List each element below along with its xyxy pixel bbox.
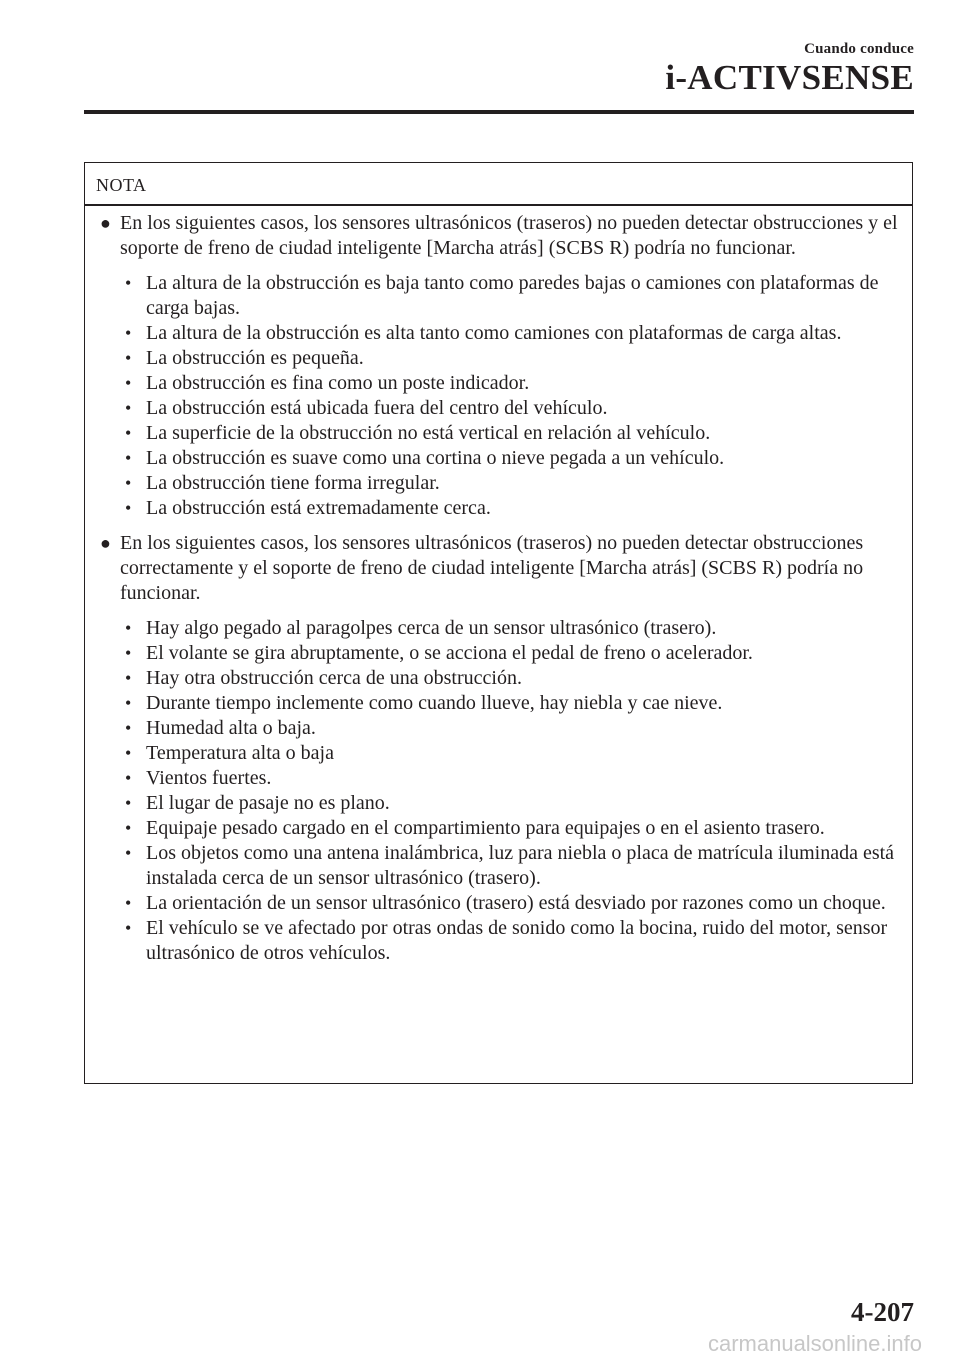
- section-header-label: Cuando conduce: [804, 41, 914, 57]
- page-title: i-ACTIVSENSE: [665, 58, 914, 97]
- list-item: [85, 841, 912, 891]
- bullet-icon: •: [125, 793, 132, 813]
- list-item: [85, 766, 912, 791]
- bullet-icon: •: [125, 643, 132, 663]
- watermark-link[interactable]: carmanualsonline.info: [707, 1331, 922, 1356]
- list-item-text: El lugar de pasaje no es plano.: [146, 792, 390, 814]
- list-item-text: La obstrucción es suave como una cortina o nieve pegada a un vehículo.: [146, 447, 725, 469]
- list-item-text: La altura de la obstrucción es alta tanto como camiones con plataformas de carga altas.: [146, 322, 842, 344]
- list-item: [85, 891, 912, 916]
- bullet-dot-icon: ●: [100, 533, 111, 553]
- list-item-text: Durante tiempo inclemente como cuando llueve, hay niebla y cae nieve.: [146, 692, 723, 714]
- bullet-icon: •: [125, 348, 132, 368]
- note-item: [85, 531, 912, 606]
- note-item-text: En los siguientes casos, los sensores ultrasónicos (traseros) no pueden detectar obstrucciones y el soporte de freno de ciudad inteligente [Marcha atrás] (SCBS R) podría no funcionar.: [120, 212, 898, 259]
- list-item: [85, 616, 912, 641]
- bullet-icon: •: [125, 818, 132, 838]
- bullet-icon: •: [125, 718, 132, 738]
- bullet-dot-icon: ●: [100, 213, 111, 233]
- bullet-icon: •: [125, 498, 132, 518]
- list-item: [85, 916, 912, 966]
- bullet-icon: •: [125, 448, 132, 468]
- list-item: [85, 666, 912, 691]
- list-item-text: Equipaje pesado cargado en el compartimiento para equipajes o en el asiento trasero.: [146, 817, 825, 839]
- list-item-text: Vientos fuertes.: [146, 767, 272, 789]
- list-item-text: La superficie de la obstrucción no está vertical en relación al vehículo.: [146, 422, 711, 444]
- bullet-icon: •: [125, 273, 132, 293]
- note-item: [85, 211, 912, 261]
- bullet-icon: •: [125, 768, 132, 788]
- sub-list: [85, 616, 912, 966]
- bullet-icon: •: [125, 373, 132, 393]
- bullet-icon: •: [125, 668, 132, 688]
- note-divider: [85, 204, 912, 206]
- list-item: [85, 471, 912, 496]
- list-item: [85, 741, 912, 766]
- list-item-text: El vehículo se ve afectado por otras ondas de sonido como la bocina, ruido del motor, sensor ultrasónico de otros vehículos.: [146, 917, 888, 964]
- list-item-text: Humedad alta o baja.: [146, 717, 316, 739]
- bullet-icon: •: [125, 618, 132, 638]
- note-title: NOTA: [96, 175, 147, 195]
- list-item-text: La altura de la obstrucción es baja tanto como paredes bajas o camiones con plataformas de carga bajas.: [146, 272, 879, 319]
- header-rule: [84, 110, 914, 114]
- list-item: [85, 321, 912, 346]
- list-item: [85, 446, 912, 471]
- list-item: [85, 271, 912, 321]
- note-box: [84, 162, 913, 1084]
- list-item-text: La obstrucción tiene forma irregular.: [146, 472, 440, 494]
- note-body: [85, 211, 912, 966]
- list-item-text: La obstrucción está extremadamente cerca.: [146, 497, 491, 519]
- list-item: [85, 816, 912, 841]
- list-item-text: Los objetos como una antena inalámbrica, luz para niebla o placa de matrícula iluminada está instalada cerca de un sensor ultrasónico (trasero).: [146, 842, 895, 889]
- list-item: [85, 691, 912, 716]
- list-item-text: La obstrucción es fina como un poste indicador.: [146, 372, 530, 394]
- list-item-text: Temperatura alta o baja: [146, 742, 334, 764]
- list-item: [85, 791, 912, 816]
- list-item-text: La obstrucción está ubicada fuera del centro del vehículo.: [146, 397, 608, 419]
- list-item-text: Hay otra obstrucción cerca de una obstrucción.: [146, 667, 522, 689]
- note-item-text: En los siguientes casos, los sensores ultrasónicos (traseros) no pueden detectar obstrucciones correctamente y el soporte de freno de ciudad inteligente [Marcha atrás] (SCBS R) podría no funcionar.: [120, 532, 864, 604]
- bullet-icon: •: [125, 398, 132, 418]
- bullet-icon: •: [125, 693, 132, 713]
- bullet-icon: •: [125, 918, 132, 938]
- bullet-icon: •: [125, 423, 132, 443]
- note-group: [85, 211, 912, 521]
- list-item-text: La orientación de un sensor ultrasónico (trasero) está desviado por razones como un choque.: [146, 892, 886, 914]
- bullet-icon: •: [125, 743, 132, 763]
- list-item: [85, 371, 912, 396]
- page-number: 4-207: [851, 1297, 914, 1327]
- list-item: [85, 346, 912, 371]
- list-item: [85, 716, 912, 741]
- list-item-text: Hay algo pegado al paragolpes cerca de un sensor ultrasónico (trasero).: [146, 617, 717, 639]
- list-item: [85, 496, 912, 521]
- list-item: [85, 396, 912, 421]
- list-item-text: La obstrucción es pequeña.: [146, 347, 364, 369]
- bullet-icon: •: [125, 473, 132, 493]
- bullet-icon: •: [125, 893, 132, 913]
- bullet-icon: •: [125, 323, 132, 343]
- list-item: [85, 421, 912, 446]
- bullet-icon: •: [125, 843, 132, 863]
- sub-list: [85, 271, 912, 521]
- list-item: [85, 641, 912, 666]
- list-item-text: El volante se gira abruptamente, o se acciona el pedal de freno o acelerador.: [146, 642, 753, 664]
- note-group: [85, 531, 912, 966]
